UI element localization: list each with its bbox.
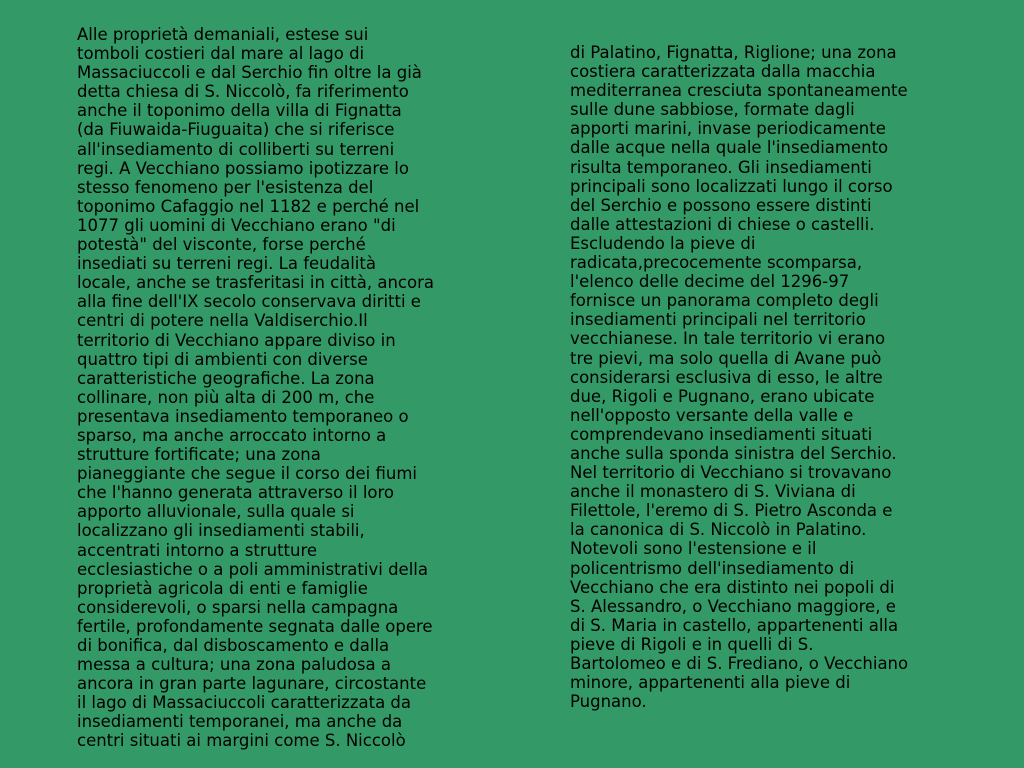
text-line: fornisce un panorama completo degli: [570, 291, 879, 311]
text-line: Massaciuccoli e dal Serchio fin oltre la già: [77, 63, 422, 83]
text-line: alla fine dell'IX secolo conservava diritti e: [77, 292, 421, 312]
text-line: tre pievi, ma solo quella di Avane può: [570, 348, 882, 368]
text-line: dalle acque nella quale l'insediamento: [570, 138, 889, 158]
text-line: Pugnano.: [570, 692, 647, 712]
text-line: insediamenti principali nel territorio: [570, 310, 866, 330]
text-line: accentrati intorno a strutture: [77, 540, 318, 560]
text-line: radicata,precocemente scomparsa,: [570, 253, 863, 273]
text-line: toponimo Cafaggio nel 1182 e perché nel: [77, 196, 420, 216]
text-line: potestà" del visconte, forse perché: [77, 235, 366, 255]
text-line: anche sulla sponda sinistra del Serchio.: [570, 443, 897, 463]
text-line: (da Fiuwaida-Fiuguaita) che si riferisce: [77, 120, 395, 140]
text-line: policentrismo dell'insediamento di: [570, 558, 855, 578]
text-line: caratteristiche geografiche. La zona: [77, 368, 375, 388]
text-line: insediamenti temporanei, ma anche da: [77, 712, 403, 732]
text-line: Alle proprietà demaniali, estese sui: [77, 25, 369, 44]
text-line: tomboli costieri dal mare al lago di: [77, 44, 365, 64]
text-line: locale, anche se trasferitasi in città, ancora: [77, 273, 434, 293]
text-line: di Palatino, Fignatta, Riglione; una zona: [570, 43, 897, 62]
text-line: centri di potere nella Valdiserchio.Il: [77, 311, 368, 331]
text-line: che l'hanno generata attraverso il loro: [77, 483, 395, 503]
text-line: considerevoli, o sparsi nella campagna: [77, 597, 399, 617]
text-line: centri situati ai margini come S. Niccolò: [77, 731, 406, 751]
text-line: anche il monastero di S. Viviana di: [570, 482, 856, 502]
text-line: del Serchio e possono essere distinti: [570, 195, 872, 215]
text-line: il lago di Massaciuccoli caratterizzata da: [77, 693, 412, 713]
text-line: la canonica di S. Niccolò in Palatino.: [570, 520, 867, 540]
text-line: Vecchiano che era distinto nei popoli di: [570, 577, 895, 597]
text-line: collinare, non più alta di 200 m, che: [77, 387, 375, 407]
text-line: di S. Maria in castello, appartenenti alla: [570, 615, 899, 635]
text-line: risulta temporaneo. Gli insediamenti: [570, 157, 872, 177]
text-line: due, Rigoli e Pugnano, erano ubicate: [570, 386, 875, 406]
text-line: pianeggiante che segue il corso dei fiumi: [77, 464, 418, 484]
text-line: Bartolomeo e di S. Frediano, o Vecchiano: [570, 654, 909, 673]
text-line: minore, appartenenti alla pieve di: [570, 673, 851, 693]
text-line: di bonifica, dal disboscamento e dalla: [77, 636, 390, 655]
left-text-column: [77, 25, 434, 751]
text-line: apporti marini, invase periodicamente: [570, 119, 886, 139]
text-line: ecclesiastiche o a poli amministrativi della: [77, 559, 428, 579]
text-line: stesso fenomeno per l'esistenza del: [77, 177, 374, 197]
text-line: ancora in gran parte lagunare, circostante: [77, 674, 427, 694]
text-line: sparso, ma anche arroccato intorno a: [77, 425, 387, 445]
text-line: Filettole, l'eremo di S. Pietro Asconda e: [570, 501, 893, 521]
text-line: apporto alluvionale, sulla quale si: [77, 502, 355, 522]
text-line: localizzano gli insediamenti stabili,: [77, 521, 365, 541]
text-line: messa a cultura; una zona paludosa a: [77, 655, 391, 675]
text-line: insediati su terreni regi. La feudalità: [77, 254, 376, 274]
text-line: territorio di Vecchiano appare diviso in: [77, 330, 396, 350]
text-line: fertile, profondamente segnata dalle opere: [77, 616, 433, 636]
text-line: Notevoli sono l'estensione e il: [570, 539, 817, 559]
text-line: vecchianese. In tale territorio vi erano: [570, 329, 886, 349]
text-line: principali sono localizzati lungo il corso: [570, 176, 893, 196]
text-line: proprietà agricola di enti e famiglie: [77, 578, 368, 598]
text-line: l'elenco delle decime del 1296-97: [570, 272, 850, 292]
text-line: regi. A Vecchiano possiamo ipotizzare lo: [77, 158, 409, 178]
text-line: dalle attestazioni di chiese o castelli.: [570, 214, 875, 234]
text-line: sulle dune sabbiose, formate dagli: [570, 100, 855, 120]
text-line: anche il toponimo della villa di Fignatta: [77, 101, 402, 121]
text-line: presentava insediamento temporaneo o: [77, 406, 409, 426]
text-line: considerarsi esclusiva di esso, le altre: [570, 367, 883, 387]
text-line: detta chiesa di S. Niccolò, fa riferimento: [77, 82, 409, 102]
text-line: pieve di Rigoli e in quelli di S.: [570, 634, 814, 654]
text-line: S. Alessandro, o Vecchiano maggiore, e: [570, 596, 896, 616]
text-line: comprendevano insediamenti situati: [570, 424, 873, 444]
text-line: Escludendo la pieve di: [570, 233, 756, 253]
text-line: 1077 gli uomini di Vecchiano erano "di: [77, 215, 396, 235]
text-line: nell'opposto versante della valle e: [570, 405, 854, 425]
text-line: quattro tipi di ambienti con diverse: [77, 349, 368, 369]
text-line: costiera caratterizzata dalla macchia: [570, 62, 876, 82]
right-text-column: [570, 43, 908, 711]
text-line: mediterranea cresciuta spontaneamente: [570, 81, 908, 101]
text-line: strutture fortificate; una zona: [77, 445, 321, 465]
text-line: Nel territorio di Vecchiano si trovavano: [570, 463, 892, 483]
text-line: all'insediamento di colliberti su terreni: [77, 139, 395, 159]
